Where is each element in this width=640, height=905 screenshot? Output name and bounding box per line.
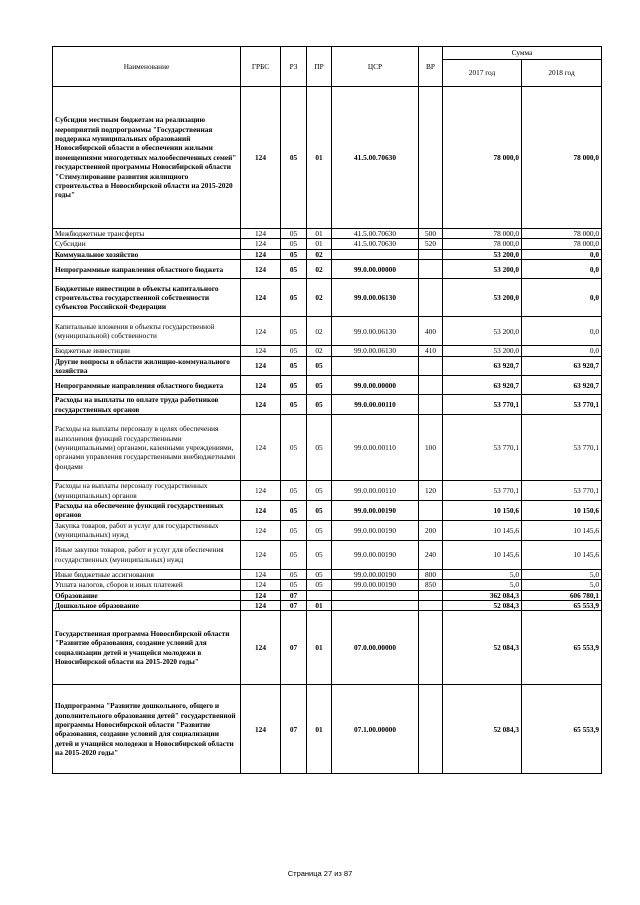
cell-grbs: 124: [241, 279, 281, 317]
cell-vr: 410: [419, 346, 443, 356]
cell-vr: [419, 260, 443, 279]
cell-csr: 41.5.00.70630: [332, 229, 419, 239]
cell-rz: 05: [281, 580, 307, 590]
cell-sum-2018: 0,0: [522, 317, 602, 346]
table-row: [53, 87, 602, 229]
cell-grbs: 124: [241, 395, 281, 415]
cell-sum-2017: 52 084,3: [443, 685, 522, 774]
cell-name: Непрограммные направления областного бюджета: [53, 376, 241, 395]
cell-vr: [419, 611, 443, 685]
cell-grbs: 124: [241, 87, 281, 229]
cell-grbs: 124: [241, 239, 281, 249]
cell-pr: 01: [307, 229, 332, 239]
cell-csr: 99.0.00.06130: [332, 317, 419, 346]
header-vr: ВР: [419, 47, 443, 87]
cell-sum-2017: 10 145,6: [443, 540, 522, 569]
table-row: [53, 279, 602, 317]
cell-sum-2017: 5,0: [443, 569, 522, 579]
cell-sum-2017: 53 770,1: [443, 481, 522, 501]
cell-pr: 02: [307, 249, 332, 259]
cell-grbs: 124: [241, 376, 281, 395]
cell-pr: 01: [307, 239, 332, 249]
table-row: [53, 611, 602, 685]
cell-rz: 05: [281, 249, 307, 259]
cell-pr: 05: [307, 569, 332, 579]
table-row: [53, 481, 602, 501]
cell-grbs: 124: [241, 540, 281, 569]
cell-name: Непрограммные направления областного бюджета: [53, 260, 241, 279]
header-sum: Сумма: [443, 47, 602, 60]
cell-csr: 07.0.00.00000: [332, 611, 419, 685]
cell-rz: 07: [281, 600, 307, 610]
cell-vr: [419, 395, 443, 415]
cell-csr: [332, 356, 419, 376]
cell-name: Подпрограмма "Развитие дошкольного, общего и дополнительного образования детей" государственной программы Новосибирской области "Развитие образования, создание условий для социализации детей и учащейся молодежи в Новосибирской области на 2015-2020 годы": [53, 685, 241, 774]
cell-sum-2017: 362 084,3: [443, 590, 522, 600]
cell-vr: [419, 87, 443, 229]
cell-pr: 05: [307, 356, 332, 376]
cell-pr: 05: [307, 415, 332, 481]
cell-csr: 99.0.00.00000: [332, 376, 419, 395]
cell-csr: [332, 249, 419, 259]
cell-sum-2018: 0,0: [522, 279, 602, 317]
cell-pr: [307, 590, 332, 600]
cell-rz: 05: [281, 87, 307, 229]
cell-rz: 05: [281, 260, 307, 279]
cell-pr: 05: [307, 540, 332, 569]
table-row: [53, 249, 602, 259]
table-row: [53, 395, 602, 415]
table-row: [53, 229, 602, 239]
cell-sum-2017: 78 000,0: [443, 229, 522, 239]
cell-sum-2018: 53 770,1: [522, 415, 602, 481]
cell-sum-2017: 52 084,3: [443, 611, 522, 685]
cell-pr: 01: [307, 87, 332, 229]
cell-csr: 99.0.00.06130: [332, 279, 419, 317]
cell-rz: 05: [281, 279, 307, 317]
cell-pr: 01: [307, 685, 332, 774]
cell-rz: 07: [281, 685, 307, 774]
cell-name: Расходы на выплаты по оплате труда работников государственных органов: [53, 395, 241, 415]
table-row: [53, 317, 602, 346]
table-row: [53, 580, 602, 590]
cell-vr: 850: [419, 580, 443, 590]
header-pr: ПР: [307, 47, 332, 87]
cell-grbs: 124: [241, 481, 281, 501]
cell-csr: 99.0.00.00190: [332, 580, 419, 590]
cell-name: Субсидии: [53, 239, 241, 249]
cell-grbs: 124: [241, 229, 281, 239]
cell-sum-2017: 53 200,0: [443, 260, 522, 279]
cell-name: Иные закупки товаров, работ и услуг для обеспечения государственных (муниципальных) нужд: [53, 540, 241, 569]
cell-rz: 07: [281, 590, 307, 600]
cell-grbs: 124: [241, 611, 281, 685]
cell-grbs: 124: [241, 520, 281, 540]
cell-csr: 99.0.00.00110: [332, 415, 419, 481]
cell-pr: 01: [307, 600, 332, 610]
cell-name: Закупка товаров, работ и услуг для государственных (муниципальных) нужд: [53, 520, 241, 540]
table-row: [53, 590, 602, 600]
cell-csr: 99.0.00.00190: [332, 520, 419, 540]
cell-pr: 05: [307, 580, 332, 590]
cell-sum-2018: 10 145,6: [522, 540, 602, 569]
cell-rz: 05: [281, 229, 307, 239]
cell-sum-2018: 65 553,9: [522, 611, 602, 685]
cell-sum-2018: 65 553,9: [522, 600, 602, 610]
cell-sum-2017: 53 200,0: [443, 249, 522, 259]
cell-sum-2018: 5,0: [522, 569, 602, 579]
cell-sum-2018: 0,0: [522, 346, 602, 356]
cell-sum-2018: 65 553,9: [522, 685, 602, 774]
cell-csr: 41.5.00.70630: [332, 87, 419, 229]
cell-name: Коммунальное хозяйство: [53, 249, 241, 259]
cell-name: Капитальные вложения в объекты государственной (муниципальной) собственности: [53, 317, 241, 346]
cell-pr: 02: [307, 260, 332, 279]
cell-csr: 41.5.00.70630: [332, 239, 419, 249]
cell-sum-2018: 78 000,0: [522, 87, 602, 229]
cell-rz: 05: [281, 346, 307, 356]
cell-vr: 520: [419, 239, 443, 249]
cell-rz: 05: [281, 569, 307, 579]
cell-name: Расходы на обеспечение функций государственных органов: [53, 501, 241, 521]
cell-csr: 07.1.00.00000: [332, 685, 419, 774]
cell-rz: 05: [281, 501, 307, 521]
cell-rz: 05: [281, 239, 307, 249]
cell-csr: [332, 600, 419, 610]
table-row: [53, 239, 602, 249]
cell-name: Государственная программа Новосибирской области "Развитие образования, создание условий для социализации детей и учащейся молодежи в Новосибирской области на 2015-2020 годы": [53, 611, 241, 685]
cell-grbs: 124: [241, 600, 281, 610]
cell-pr: 05: [307, 501, 332, 521]
cell-vr: [419, 600, 443, 610]
table-row: [53, 376, 602, 395]
cell-sum-2018: 0,0: [522, 249, 602, 259]
cell-sum-2018: 78 000,0: [522, 239, 602, 249]
table-row: [53, 600, 602, 610]
cell-rz: 05: [281, 540, 307, 569]
cell-grbs: 124: [241, 501, 281, 521]
table-row: [53, 346, 602, 356]
cell-grbs: 124: [241, 356, 281, 376]
cell-sum-2017: 53 200,0: [443, 317, 522, 346]
cell-rz: 05: [281, 520, 307, 540]
cell-csr: 99.0.00.00110: [332, 395, 419, 415]
cell-sum-2017: 53 200,0: [443, 346, 522, 356]
cell-sum-2017: 53 770,1: [443, 395, 522, 415]
header-grbs: ГРБС: [241, 47, 281, 87]
cell-vr: [419, 376, 443, 395]
cell-rz: 05: [281, 415, 307, 481]
cell-rz: 07: [281, 611, 307, 685]
header-name: Наименование: [53, 47, 241, 87]
cell-rz: 05: [281, 356, 307, 376]
cell-grbs: 124: [241, 415, 281, 481]
cell-sum-2017: 63 920,7: [443, 356, 522, 376]
cell-sum-2018: 53 770,1: [522, 481, 602, 501]
table-row: [53, 356, 602, 376]
cell-sum-2017: 10 145,6: [443, 520, 522, 540]
cell-sum-2017: 53 770,1: [443, 415, 522, 481]
page-number: Страница 27 из 87: [287, 869, 353, 878]
cell-sum-2017: 78 000,0: [443, 239, 522, 249]
cell-pr: 02: [307, 317, 332, 346]
cell-pr: 01: [307, 611, 332, 685]
cell-pr: 05: [307, 395, 332, 415]
cell-csr: 99.0.00.00110: [332, 481, 419, 501]
cell-sum-2018: 5,0: [522, 580, 602, 590]
cell-name: Уплата налогов, сборов и иных платежей: [53, 580, 241, 590]
cell-grbs: 124: [241, 260, 281, 279]
cell-rz: 05: [281, 376, 307, 395]
cell-name: Иные бюджетные ассигнования: [53, 569, 241, 579]
cell-vr: [419, 501, 443, 521]
table-row: [53, 260, 602, 279]
cell-name: Расходы на выплаты персоналу государственных (муниципальных) органов: [53, 481, 241, 501]
cell-vr: 240: [419, 540, 443, 569]
cell-rz: 05: [281, 481, 307, 501]
cell-sum-2018: 63 920,7: [522, 356, 602, 376]
cell-csr: 99.0.00.00190: [332, 501, 419, 521]
table-row: [53, 520, 602, 540]
cell-grbs: 124: [241, 685, 281, 774]
header-year-2017: 2017 год: [443, 60, 522, 87]
cell-vr: [419, 590, 443, 600]
header-csr: ЦСР: [332, 47, 419, 87]
cell-sum-2018: 10 145,6: [522, 520, 602, 540]
cell-csr: 99.0.00.00190: [332, 569, 419, 579]
header-year-2018: 2018 год: [522, 60, 602, 87]
cell-sum-2017: 10 150,6: [443, 501, 522, 521]
cell-grbs: 124: [241, 569, 281, 579]
cell-name: Межбюджетные трансферты: [53, 229, 241, 239]
cell-name: Субсидии местным бюджетам на реализацию мероприятий подпрограммы "Государственная поддержка муниципальных образований Новосибирской области в обеспечении жилыми помещениями многодетных малообеспеченных семей" государственной программы Новосибирской области "Стимулирование развития жилищного строительства в Новосибирской области на 2015-2020 годы": [53, 87, 241, 229]
cell-sum-2017: 78 000,0: [443, 87, 522, 229]
cell-csr: [332, 590, 419, 600]
cell-vr: [419, 356, 443, 376]
cell-rz: 05: [281, 395, 307, 415]
cell-sum-2018: 10 150,6: [522, 501, 602, 521]
cell-name: Образование: [53, 590, 241, 600]
cell-name: Расходы на выплаты персоналу в целях обеспечения выполнения функций государственными (муниципальными) органами, казенными учреждениями, органами управления государственными внебюджетными фондами: [53, 415, 241, 481]
cell-vr: [419, 249, 443, 259]
cell-sum-2018: 606 780,1: [522, 590, 602, 600]
table-row: [53, 415, 602, 481]
cell-csr: 99.0.00.00000: [332, 260, 419, 279]
cell-pr: 05: [307, 376, 332, 395]
cell-sum-2017: 5,0: [443, 580, 522, 590]
cell-grbs: 124: [241, 580, 281, 590]
cell-sum-2017: 52 084,3: [443, 600, 522, 610]
cell-vr: 500: [419, 229, 443, 239]
table-body: [53, 87, 602, 774]
cell-rz: 05: [281, 317, 307, 346]
table-row: [53, 501, 602, 521]
cell-sum-2018: 53 770,1: [522, 395, 602, 415]
table-row: [53, 569, 602, 579]
cell-grbs: 124: [241, 346, 281, 356]
cell-sum-2018: 0,0: [522, 260, 602, 279]
cell-vr: [419, 685, 443, 774]
cell-csr: 99.0.00.00190: [332, 540, 419, 569]
cell-vr: 400: [419, 317, 443, 346]
cell-name: Бюджетные инвестиции в объекты капитального строительства государственной собственности субъектов Российской Федерации: [53, 279, 241, 317]
cell-sum-2018: 63 920,7: [522, 376, 602, 395]
header-rz: РЗ: [281, 47, 307, 87]
cell-pr: 02: [307, 279, 332, 317]
cell-vr: [419, 279, 443, 317]
cell-vr: 200: [419, 520, 443, 540]
table-row: [53, 685, 602, 774]
cell-csr: 99.0.00.06130: [332, 346, 419, 356]
table-row: [53, 540, 602, 569]
cell-vr: 120: [419, 481, 443, 501]
cell-pr: 05: [307, 481, 332, 501]
cell-pr: 02: [307, 346, 332, 356]
cell-sum-2017: 63 920,7: [443, 376, 522, 395]
budget-table: [52, 46, 602, 774]
cell-sum-2017: 53 200,0: [443, 279, 522, 317]
cell-name: Другие вопросы в области жилищно-коммунального хозяйства: [53, 356, 241, 376]
cell-vr: 800: [419, 569, 443, 579]
cell-pr: 05: [307, 520, 332, 540]
cell-sum-2018: 78 000,0: [522, 229, 602, 239]
cell-grbs: 124: [241, 249, 281, 259]
cell-name: Бюджетные инвестиции: [53, 346, 241, 356]
cell-name: Дошкольное образование: [53, 600, 241, 610]
cell-vr: 100: [419, 415, 443, 481]
cell-grbs: 124: [241, 590, 281, 600]
cell-grbs: 124: [241, 317, 281, 346]
